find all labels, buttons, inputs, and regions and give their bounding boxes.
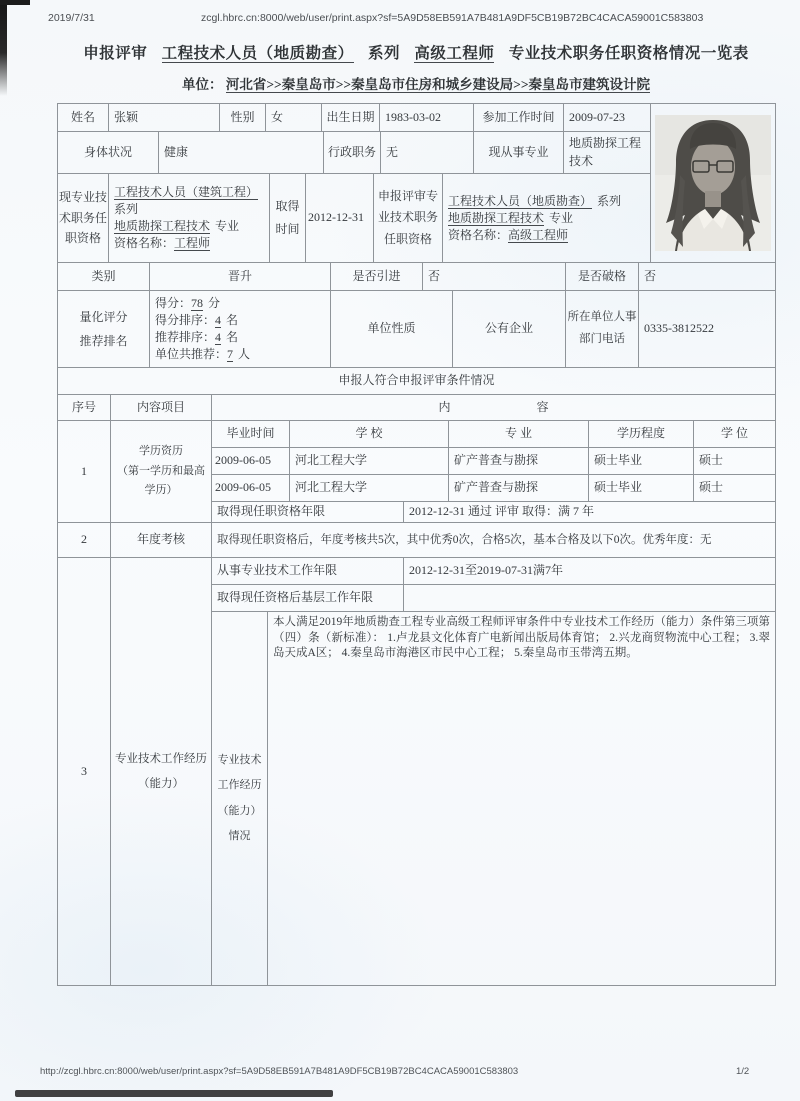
edu-row2-diploma: 硕士 xyxy=(694,475,776,502)
edu-row2-date: 2009-06-05 xyxy=(212,475,290,502)
edu-header-date: 毕业时间 xyxy=(212,421,290,448)
print-date: 2019/7/31 xyxy=(48,12,95,24)
title-rank: 高级工程师 xyxy=(414,45,495,62)
unit-type-value: 公有企业 xyxy=(453,291,566,368)
exception-value: 否 xyxy=(639,263,776,291)
phone-label xyxy=(566,291,639,368)
apply-cert-label: 资格名称： xyxy=(448,227,509,242)
section-header: 申报人符合申报评审条件情况 xyxy=(58,368,776,395)
birth-label: 出生日期 xyxy=(322,104,380,132)
edu-row1-date: 2009-06-05 xyxy=(212,448,290,475)
health-label: 身体状况 xyxy=(58,132,159,174)
form-title xyxy=(57,41,775,63)
edu-row1-school: 河北工程大学 xyxy=(290,448,449,475)
work-years-value: 2012-12-31至2019-07-31满7年 xyxy=(404,558,776,585)
phone-value: 0335-3812522 xyxy=(639,291,776,368)
experience-item-line2: （能力） xyxy=(138,777,184,790)
edu-header-diploma: 学 位 xyxy=(694,421,776,448)
experience-item-line1: 专业技术工作经历 xyxy=(115,753,207,766)
phone-label-line2: 部门电话 xyxy=(579,333,625,345)
apply-major-suffix: 专业 xyxy=(549,210,574,225)
col-content-left: 内 xyxy=(438,399,451,414)
score-values xyxy=(150,291,331,368)
work-start-label: 参加工作时间 xyxy=(474,104,564,132)
work-start-value: 2009-07-23 xyxy=(564,104,651,132)
unit-type-label: 单位性质 xyxy=(331,291,453,368)
apply-series-suffix: 系列 xyxy=(597,193,622,208)
current-major: 地质勘探工程技术 xyxy=(114,219,211,233)
current-cert: 工程师 xyxy=(174,236,211,250)
title-prefix: 申报评审 xyxy=(83,45,148,62)
photo-cell xyxy=(651,104,776,263)
profession-label: 现从事专业 xyxy=(474,132,564,174)
gender-value: 女 xyxy=(266,104,322,132)
title-mid: 系列 xyxy=(367,45,400,62)
col-item: 内容项目 xyxy=(111,395,212,421)
scan-bottom-artifact xyxy=(15,1090,333,1097)
experience-detail: 本人满足2019年地质勘查工程专业高级工程师评审条件中专业技术工作经历（能力）条件第三项第（四）条（新标准）： 1.卢龙县文化体育广电新闻出版局体育馆； 2.兴龙商贸物流中心工程； 3.翠岛天成A区； 4.秦皇岛市海港区市民中心工程； 5.秦皇岛市玉带湾五期。 xyxy=(268,612,776,986)
scan-corner-artifact xyxy=(0,0,30,5)
score-label-line2: 推荐排名 xyxy=(79,334,128,348)
score-rank-unit: 名 xyxy=(226,313,239,327)
tenure-value: 2012-12-31 通过 评审 取得：满 7 年 xyxy=(404,502,776,523)
current-title-content xyxy=(109,174,270,263)
obtain-date-value: 2012-12-31 xyxy=(306,174,374,263)
health-value: 健康 xyxy=(159,132,324,174)
exception-label: 是否破格 xyxy=(566,263,639,291)
apply-title-label: 申报评审专业技术职务任职资格 xyxy=(374,174,443,263)
score-section-label xyxy=(58,291,150,368)
phone-label-line1: 所在单位人事 xyxy=(567,311,637,324)
edu-item-label xyxy=(111,421,212,523)
print-page-number: 1/2 xyxy=(736,1066,750,1077)
edu-row1-diploma: 硕士 xyxy=(694,448,776,475)
experience-item-label xyxy=(111,558,212,986)
admin-value: 无 xyxy=(381,132,474,174)
work-years-label: 从事专业技术工作年限 xyxy=(212,558,404,585)
experience-sub-label xyxy=(212,612,268,986)
current-series: 工程技术人员（建筑工程） xyxy=(114,185,259,199)
current-title-label: 现专业技术职务任职资格 xyxy=(58,174,109,263)
experience-seq: 3 xyxy=(58,558,111,986)
score-label-line1: 量化评分 xyxy=(79,310,128,324)
portrait-photo xyxy=(655,115,771,251)
score-rec-unit: 名 xyxy=(226,330,239,344)
edu-seq: 1 xyxy=(58,421,111,523)
experience-sub-line3: （能力） xyxy=(217,804,262,817)
col-seq: 序号 xyxy=(58,395,111,421)
edu-row2-school: 河北工程大学 xyxy=(290,475,449,502)
apply-title-content xyxy=(443,174,651,263)
edu-row2-degree: 硕士毕业 xyxy=(589,475,694,502)
score-score: 78 xyxy=(191,296,204,310)
profession-value: 地质勘探工程技术 xyxy=(564,132,651,174)
grassroots-label: 取得现任资格后基层工作年限 xyxy=(212,585,404,612)
apply-major: 地质勘探工程技术 xyxy=(448,210,545,225)
assessment-seq: 2 xyxy=(58,523,111,558)
score-total-label: 单位共推荐： xyxy=(155,347,228,361)
experience-sub-line2: 工作经历 xyxy=(217,779,262,792)
score-rec-label: 推荐排序： xyxy=(155,330,216,344)
edu-header-degree: 学历程度 xyxy=(589,421,694,448)
score-total-unit: 人 xyxy=(238,347,251,361)
admin-label: 行政职务 xyxy=(324,132,381,174)
assessment-value: 取得现任职资格后，年度考核共5次，其中优秀0次，合格5次，基本合格及以下0次。优秀年度：无 xyxy=(212,523,776,558)
edu-item-line1: 学历资历 xyxy=(139,444,183,457)
edu-header-major: 专 业 xyxy=(449,421,589,448)
apply-series: 工程技术人员（地质勘查） xyxy=(448,193,593,208)
score-rank-label: 得分排序： xyxy=(155,313,216,327)
experience-sub-line1: 专业技术 xyxy=(217,753,262,766)
edu-item-line3: 学历） xyxy=(144,484,178,497)
col-content xyxy=(212,395,776,421)
tenure-label: 取得现任职资格年限 xyxy=(212,502,404,523)
qualification-table xyxy=(57,103,776,986)
print-footer-url: http://zcgl.hbrc.cn:8000/web/user/print.aspx?sf=5A9D58EB591A7B481A9DF5CB19B72BC4CACA59001C583803 xyxy=(40,1066,519,1077)
obtain-date-label: 取得时间 xyxy=(270,174,306,263)
birth-value: 1983-03-02 xyxy=(380,104,474,132)
score-rec: 4 xyxy=(215,330,222,344)
edu-item-line2: （第一学历和最高 xyxy=(117,464,205,477)
score-rank: 4 xyxy=(215,313,222,327)
title-series: 工程技术人员（地质勘查） xyxy=(161,45,354,62)
edu-row1-major: 矿产普查与勘探 xyxy=(449,448,589,475)
current-cert-label: 资格名称： xyxy=(114,236,175,250)
col-content-right: 容 xyxy=(536,399,549,414)
unit-value: 河北省>>秦皇岛市>>秦皇岛市住房和城乡建设局>>秦皇岛市建筑设计院 xyxy=(225,77,651,92)
current-major-suffix: 专业 xyxy=(215,219,240,233)
edu-row1-degree: 硕士毕业 xyxy=(589,448,694,475)
import-label: 是否引进 xyxy=(331,263,423,291)
name-label: 姓名 xyxy=(58,104,109,132)
score-total: 7 xyxy=(227,347,234,361)
grassroots-value xyxy=(404,585,776,612)
scan-edge-artifact xyxy=(0,0,7,96)
print-header-url: zcgl.hbrc.cn:8000/web/user/print.aspx?sf=5A9D58EB591A7B481A9DF5CB19B72BC4CACA59001C583803 xyxy=(201,12,704,24)
unit-label: 单位： xyxy=(181,77,223,92)
gender-label: 性别 xyxy=(220,104,266,132)
apply-cert: 高级工程师 xyxy=(508,227,569,242)
experience-sub-line4: 情况 xyxy=(228,829,251,842)
import-value: 否 xyxy=(423,263,566,291)
edu-header-school: 学 校 xyxy=(290,421,449,448)
unit-line xyxy=(57,73,775,93)
current-series-suffix: 系列 xyxy=(114,202,139,216)
category-value: 晋升 xyxy=(150,263,331,291)
score-score-label: 得分： xyxy=(155,296,192,310)
edu-row2-major: 矿产普查与勘探 xyxy=(449,475,589,502)
assessment-item: 年度考核 xyxy=(111,523,212,558)
title-suffix: 专业技术职务任职资格情况一览表 xyxy=(508,45,749,62)
name-value: 张颖 xyxy=(109,104,220,132)
category-label: 类别 xyxy=(58,263,150,291)
score-score-unit: 分 xyxy=(208,296,221,310)
